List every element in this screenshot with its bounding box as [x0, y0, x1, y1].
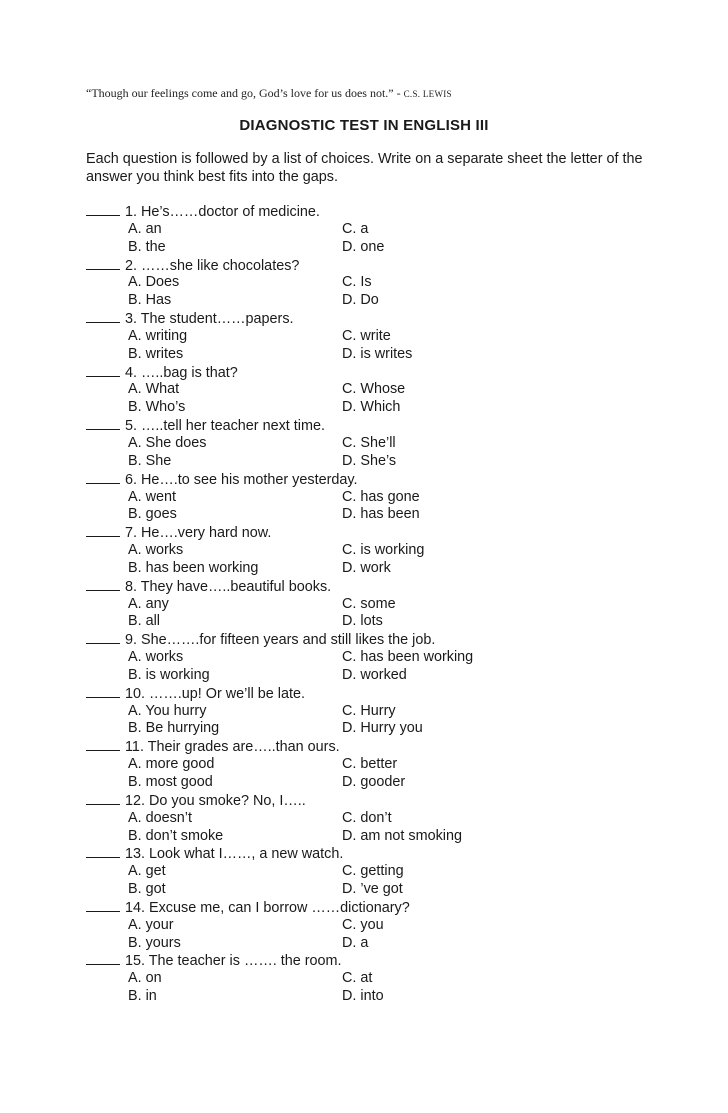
option-d: D. am not smoking	[342, 827, 462, 844]
option-d: D. Do	[342, 292, 379, 309]
option-b: B. in	[128, 988, 157, 1005]
question-number: 2.	[125, 257, 138, 274]
options-row	[86, 703, 686, 721]
answer-blank[interactable]	[86, 203, 120, 216]
question-stem: Do you smoke? No, I…..	[149, 792, 306, 809]
option-b: B. Who’s	[128, 399, 186, 416]
question-stem: Their grades are…..than ours.	[147, 739, 340, 756]
question-item	[86, 417, 686, 471]
question-number: 4.	[125, 364, 138, 381]
answer-blank[interactable]	[86, 310, 120, 323]
option-c: C. at	[342, 970, 373, 987]
option-b: B. don’t smoke	[128, 827, 224, 844]
options-row	[86, 506, 686, 524]
options-row	[86, 239, 686, 257]
option-d: D. ’ve got	[342, 881, 403, 898]
question-stem-line	[86, 203, 686, 221]
question-stem: Look what I……, a new watch.	[149, 846, 344, 863]
question-stem-line	[86, 578, 686, 596]
question-stem-line	[86, 738, 686, 756]
question-number: 12.	[125, 792, 146, 809]
question-stem-line	[86, 417, 686, 435]
question-stem: He….very hard now.	[141, 525, 272, 542]
question-number: 9.	[125, 632, 138, 649]
option-c: C. write	[342, 327, 391, 344]
question-list	[86, 203, 686, 1006]
question-number: 7.	[125, 525, 138, 542]
question-stem: She…….for fifteen years and still likes the job.	[141, 632, 436, 649]
answer-blank[interactable]	[86, 952, 120, 965]
option-a: A. writing	[128, 327, 188, 344]
question-stem-line	[86, 524, 686, 542]
option-b: B. the	[128, 238, 166, 255]
option-b: B. Be hurrying	[128, 720, 220, 737]
question-number: 8.	[125, 578, 138, 595]
question-item	[86, 257, 686, 311]
option-d: D. Hurry you	[342, 720, 423, 737]
option-d: D. has been	[342, 506, 420, 523]
options-row	[86, 649, 686, 667]
options-row	[86, 988, 686, 1006]
option-b: B. got	[128, 881, 166, 898]
question-stem-line	[86, 471, 686, 489]
question-stem-line	[86, 952, 686, 970]
option-a: A. more good	[128, 756, 215, 773]
question-number: 10.	[125, 685, 146, 702]
question-stem: They have…..beautiful books.	[140, 578, 332, 595]
option-b: B. goes	[128, 506, 177, 523]
question-stem: He’s……doctor of medicine.	[141, 204, 320, 220]
question-item	[86, 364, 686, 418]
option-c: C. Whose	[342, 381, 406, 398]
option-b: B. yours	[128, 934, 181, 951]
option-d: D. Which	[342, 399, 401, 416]
answer-blank[interactable]	[86, 364, 120, 377]
option-a: A. Does	[128, 274, 180, 291]
option-b: B. most good	[128, 774, 213, 790]
options-row	[86, 917, 686, 935]
question-stem-line	[86, 685, 686, 703]
instructions-paragraph: Each question is followed by a list of choices. Write on a separate sheet the letter of the answer you think best fits into the gaps.	[86, 151, 643, 185]
question-number: 1.	[125, 204, 138, 220]
question-item	[86, 845, 686, 899]
question-item	[86, 578, 686, 632]
option-c: C. you	[342, 916, 384, 933]
option-b: B. has been working	[128, 559, 259, 576]
options-row	[86, 720, 686, 738]
option-b: B. is working	[128, 666, 210, 683]
question-number: 11.	[125, 739, 144, 756]
question-stem-line	[86, 899, 686, 917]
option-c: C. a	[342, 220, 369, 237]
options-row	[86, 863, 686, 881]
options-row	[86, 542, 686, 560]
answer-blank[interactable]	[86, 738, 120, 751]
question-item	[86, 310, 686, 364]
answer-blank[interactable]	[86, 899, 120, 912]
option-a: A. went	[128, 488, 176, 505]
options-row	[86, 935, 686, 953]
question-stem: The teacher is ……. the room.	[148, 953, 342, 970]
option-c: C. getting	[342, 863, 404, 880]
option-c: C. some	[342, 595, 396, 612]
quote-text: “Though our feelings come and go, God’s love for us does not.” -	[86, 86, 401, 100]
options-row	[86, 613, 686, 631]
option-c: C. better	[342, 756, 398, 773]
question-item	[86, 738, 686, 792]
option-b: B. all	[128, 613, 160, 630]
option-d: D. She’s	[342, 452, 397, 469]
answer-blank[interactable]	[86, 631, 120, 644]
option-a: A. on	[128, 970, 162, 987]
option-a: A. works	[128, 649, 184, 666]
options-row	[86, 828, 686, 846]
option-b: B. writes	[128, 345, 184, 362]
options-row	[86, 970, 686, 988]
options-row	[86, 381, 686, 399]
question-number: 6.	[125, 471, 138, 488]
question-stem-line	[86, 792, 686, 810]
question-stem-line	[86, 845, 686, 863]
question-item	[86, 631, 686, 685]
question-item	[86, 471, 686, 525]
answer-blank[interactable]	[86, 417, 120, 430]
option-a: A. You hurry	[128, 702, 207, 719]
options-row	[86, 667, 686, 685]
question-item	[86, 524, 686, 578]
options-row	[86, 328, 686, 346]
option-b: B. Has	[128, 292, 172, 309]
question-stem: ……she like chocolates?	[141, 257, 300, 274]
options-row	[86, 560, 686, 578]
option-b: B. She	[128, 452, 172, 469]
option-d: D. is writes	[342, 345, 413, 362]
options-row	[86, 274, 686, 292]
question-number: 14.	[125, 899, 146, 916]
option-a: A. your	[128, 916, 174, 933]
option-c: C. is working	[342, 542, 425, 559]
test-title: DIAGNOSTIC TEST IN ENGLISH III	[239, 117, 489, 134]
options-row	[86, 810, 686, 828]
question-item	[86, 685, 686, 739]
question-item	[86, 952, 686, 1006]
question-stem-line	[86, 364, 686, 382]
question-number: 5.	[125, 418, 138, 435]
option-a: A. an	[128, 220, 162, 237]
quote-author: C.S. LEWIS	[403, 89, 452, 99]
question-stem-line	[86, 631, 686, 649]
question-item	[86, 899, 686, 953]
option-c: C. Hurry	[342, 702, 396, 719]
epigraph-quote	[86, 86, 452, 101]
option-d: D. one	[342, 238, 385, 255]
answer-blank[interactable]	[86, 685, 120, 698]
question-item	[86, 792, 686, 846]
option-a: A. any	[128, 595, 169, 612]
option-a: A. What	[128, 381, 180, 398]
option-a: A. get	[128, 863, 166, 880]
question-number: 3.	[125, 311, 138, 328]
option-c: C. has gone	[342, 488, 420, 505]
option-d: D. lots	[342, 613, 383, 630]
option-d: D. work	[342, 559, 391, 576]
options-row	[86, 596, 686, 614]
options-row	[86, 435, 686, 453]
option-d: D. worked	[342, 666, 407, 683]
options-row	[86, 489, 686, 507]
answer-blank[interactable]	[86, 524, 120, 537]
options-row	[86, 221, 686, 239]
option-a: A. She does	[128, 434, 207, 451]
option-c: C. don’t	[342, 809, 392, 826]
option-c: C. has been working	[342, 649, 474, 666]
question-stem: Excuse me, can I borrow ……dictionary?	[149, 899, 410, 916]
options-row	[86, 346, 686, 364]
options-row	[86, 453, 686, 471]
question-number: 13.	[125, 846, 146, 863]
answer-blank[interactable]	[86, 845, 120, 858]
question-stem: The student……papers.	[140, 311, 294, 328]
answer-blank[interactable]	[86, 257, 120, 270]
options-row	[86, 399, 686, 417]
question-stem: …..bag is that?	[141, 364, 238, 381]
answer-blank[interactable]	[86, 792, 120, 805]
options-row	[86, 881, 686, 899]
options-row	[86, 774, 686, 792]
answer-blank[interactable]	[86, 471, 120, 484]
options-row	[86, 292, 686, 310]
answer-blank[interactable]	[86, 578, 120, 591]
option-a: A. doesn’t	[128, 809, 192, 826]
option-a: A. works	[128, 542, 184, 559]
option-c: C. Is	[342, 274, 372, 291]
option-c: C. She’ll	[342, 434, 396, 451]
option-d: D. gooder	[342, 774, 406, 790]
question-stem: …….up! Or we’ll be late.	[149, 685, 305, 702]
option-d: D. into	[342, 988, 384, 1005]
question-stem: He….to see his mother yesterday.	[141, 471, 358, 488]
question-stem-line	[86, 310, 686, 328]
option-d: D. a	[342, 934, 369, 951]
options-row	[86, 756, 686, 774]
question-number: 15.	[125, 953, 146, 970]
question-item	[86, 203, 686, 257]
question-stem: …..tell her teacher next time.	[141, 418, 325, 435]
question-stem-line	[86, 257, 686, 275]
